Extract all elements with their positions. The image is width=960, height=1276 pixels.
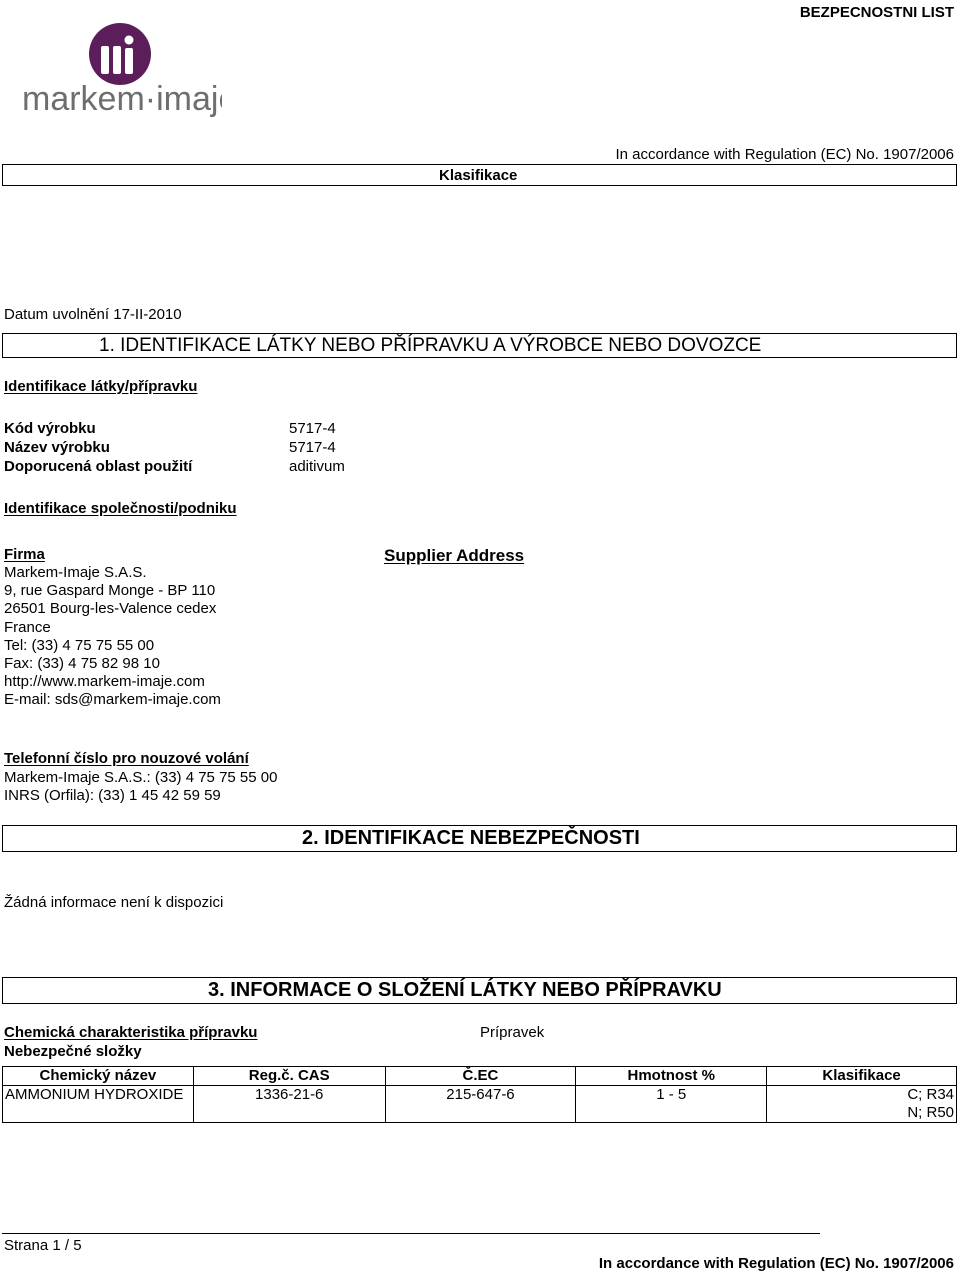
- recommended-use-label: Doporucená oblast použití: [4, 458, 193, 475]
- column-header-cas: Reg.č. CAS: [193, 1067, 385, 1086]
- chemical-characteristics-value: Prípravek: [480, 1024, 545, 1041]
- cell-weight: 1 - 5: [576, 1086, 767, 1123]
- firm-line: 26501 Bourg-les-Valence cedex: [4, 600, 217, 618]
- column-header-weight: Hmotnost %: [576, 1067, 767, 1086]
- emergency-phone-heading: Telefonní číslo pro nouzové volání: [4, 750, 249, 767]
- hazard-info-text: Žádná informace není k dispozici: [4, 894, 224, 911]
- firm-line: Fax: (33) 4 75 82 98 10: [4, 655, 160, 673]
- firm-heading: Firma: [4, 546, 45, 563]
- regulation-header: In accordance with Regulation (EC) No. 1907/2006: [615, 146, 954, 163]
- product-code-label: Kód výrobku: [4, 420, 96, 437]
- hazardous-components-label: Nebezpečné složky: [4, 1043, 142, 1060]
- column-header-classification: Klasifikace: [767, 1067, 957, 1086]
- section-3-title: 3. INFORMACE O SLOŽENÍ LÁTKY NEBO PŘÍPRAVKU: [208, 979, 722, 1001]
- footer-rule: [2, 1233, 820, 1234]
- recommended-use-value: aditivum: [289, 458, 345, 475]
- firm-line: Tel: (33) 4 75 75 55 00: [4, 636, 155, 654]
- cell-classification: [767, 1086, 957, 1123]
- section-1-header: [2, 333, 957, 358]
- cell-cas: 1336-21-6: [193, 1086, 385, 1123]
- section-2-title: 2. IDENTIFIKACE NEBEZPEČNOSTI: [302, 827, 640, 849]
- section-3-header: [2, 977, 957, 1004]
- classification-box-label: Klasifikace: [439, 167, 518, 184]
- firm-line: France: [4, 618, 51, 636]
- table-header-row: [3, 1067, 957, 1086]
- page-number: Strana 1 / 5: [4, 1237, 82, 1254]
- table-row: [3, 1086, 957, 1123]
- cell-chemical-name: AMMONIUM HYDROXIDE: [3, 1086, 194, 1123]
- product-id-heading: Identifikace látky/přípravku: [4, 378, 198, 395]
- firm-email: E-mail: sds@markem-imaje.com: [4, 691, 221, 709]
- product-code-value: 5717-4: [289, 420, 336, 437]
- section-1-title: 1. IDENTIFIKACE LÁTKY NEBO PŘÍPRAVKU A VÝROBCE NEBO DOVOZCE: [99, 335, 762, 356]
- classification-line: C; R34: [907, 1086, 954, 1103]
- company-id-heading: Identifikace společnosti/podniku: [4, 500, 237, 517]
- classification-box: [2, 164, 957, 186]
- emergency-phone-line: Markem-Imaje S.A.S.: (33) 4 75 75 55 00: [4, 769, 278, 786]
- firm-website: http://www.markem-imaje.com: [4, 673, 205, 691]
- column-header-chemical-name: Chemický název: [3, 1067, 194, 1086]
- section-2-header: [2, 825, 957, 852]
- product-name-value: 5717-4: [289, 439, 336, 456]
- composition-table: [2, 1066, 957, 1123]
- column-header-ec: Č.EC: [385, 1067, 576, 1086]
- release-date: Datum uvolnění 17-II-2010: [4, 306, 182, 323]
- cell-ec: 215-647-6: [385, 1086, 576, 1123]
- classification-line: N; R50: [907, 1104, 954, 1121]
- product-name-label: Název výrobku: [4, 439, 110, 456]
- svg-text:markem·imaje: markem·imaje: [22, 80, 222, 118]
- firm-address-block: [4, 564, 221, 710]
- firm-line: 9, rue Gaspard Monge - BP 110: [4, 582, 216, 600]
- supplier-address-heading: Supplier Address: [384, 546, 525, 565]
- company-logo: [22, 18, 222, 118]
- emergency-phone-line: INRS (Orfila): (33) 1 45 42 59 59: [4, 787, 221, 804]
- firm-line: Markem-Imaje S.A.S.: [4, 564, 147, 581]
- chemical-characteristics-label: Chemická charakteristika přípravku: [4, 1024, 258, 1041]
- regulation-footer: In accordance with Regulation (EC) No. 1907/2006: [598, 1255, 954, 1272]
- document-title: BEZPECNOSTNI LIST: [799, 4, 954, 21]
- markem-imaje-logo-icon: [22, 18, 222, 118]
